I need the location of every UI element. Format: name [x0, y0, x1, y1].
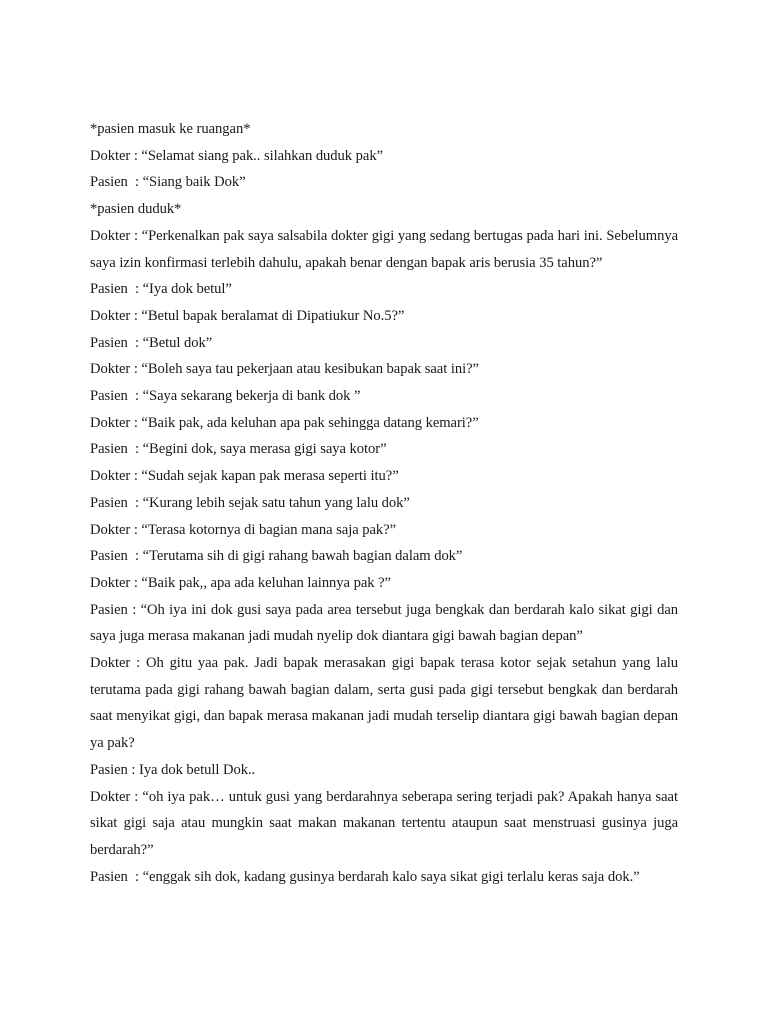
dialogue-line: Dokter : “Boleh saya tau pekerjaan atau kesibukan bapak saat ini?” [90, 361, 479, 378]
dialogue-line: Dokter : “Terasa kotornya di bagian mana saja pak?” [90, 521, 397, 538]
dialogue-line: Pasien : “enggak sih dok, kadang gusinya berdarah kalo saya sikat gigi terlalu keras saja dok.” [90, 868, 640, 885]
dialogue-line: Pasien : “Begini dok, saya merasa gigi saya kotor” [90, 441, 387, 458]
dialogue-line: Dokter : “Baik pak,, apa ada keluhan lainnya pak ?” [90, 574, 391, 591]
dialogue-line: Pasien : “Iya dok betul” [90, 281, 232, 298]
dialogue-line: Pasien : “Terutama sih di gigi rahang bawah bagian dalam dok” [90, 548, 463, 565]
dialogue-line: Pasien : Iya dok betull Dok.. [90, 761, 256, 778]
dialogue-line: Pasien : “Siang baik Dok” [90, 174, 246, 191]
dialogue-line: Dokter : “Selamat siang pak.. silahkan duduk pak” [90, 147, 383, 164]
dialogue-line: Pasien : “Saya sekarang bekerja di bank dok ” [90, 388, 361, 405]
dialogue-line: Pasien : “Betul dok” [90, 334, 213, 351]
dialogue-line: Pasien : “Kurang lebih sejak satu tahun yang lalu dok” [90, 494, 410, 511]
dialogue-paragraph: Dokter : “Perkenalkan pak saya salsabila dokter gigi yang sedang bertugas pada hari ini. Sebelumnya saya izin konfirmasi terlebih dahulu, apakah benar dengan bapak aris berusia 35 tahun?” [90, 227, 678, 271]
dialogue-paragraph: Dokter : Oh gitu yaa pak. Jadi bapak merasakan gigi bapak terasa kotor sejak setahun yang lalu terutama pada gigi rahang bawah bagian dalam, serta gusi pada gigi tersebut bengkak dan berdarah saat menyikat gigi, dan bapak merasa makanan jadi mudah terselip diantara gigi bawah bagian depan ya pak? [90, 655, 678, 752]
stage-direction: *pasien duduk* [90, 201, 182, 218]
stage-direction: *pasien masuk ke ruangan* [90, 121, 251, 137]
dialogue-line: Dokter : “Betul bapak beralamat di Dipatiukur No.5?” [90, 307, 405, 324]
dialogue-line: Dokter : “Baik pak, ada keluhan apa pak sehingga datang kemari?” [90, 414, 479, 431]
dialogue-text [90, 116, 678, 890]
dialogue-paragraph: Pasien : “Oh iya ini dok gusi saya pada area tersebut juga bengkak dan berdarah kalo sikat gigi dan saya juga merasa makanan jadi mudah nyelip dok diantara gigi bawah bagian depan” [90, 601, 678, 645]
dialogue-line: Dokter : “Sudah sejak kapan pak merasa seperti itu?” [90, 468, 399, 485]
dialogue-paragraph: Dokter : “oh iya pak… untuk gusi yang berdarahnya seberapa sering terjadi pak? Apakah hanya saat sikat gigi saja atau mungkin saat makan makanan tertentu ataupun saat menstruasi gusinya juga berdarah?” [90, 788, 678, 858]
